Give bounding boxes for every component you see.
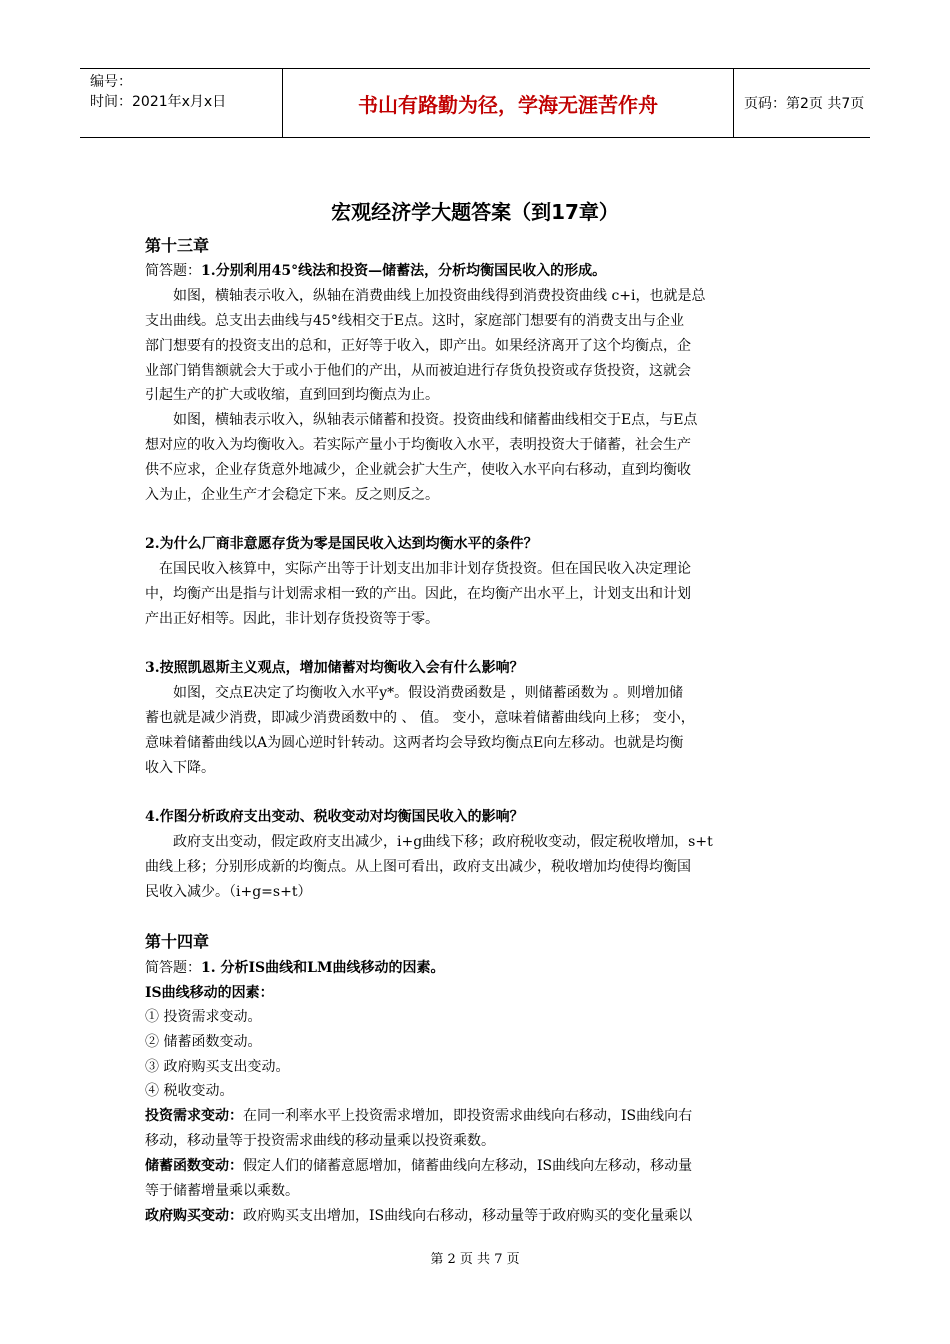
term-label: 政府购买变动：: [145, 1208, 243, 1224]
term-label: 投资需求变动：: [145, 1108, 243, 1124]
question-type-label: 简答题：: [145, 960, 201, 976]
paragraph-line: 投资需求变动：在同一利率水平上投资需求增加，即投资需求曲线向右移动，IS曲线向右: [145, 1108, 693, 1124]
doc-number-label: 编号：: [90, 74, 132, 90]
paragraph-line: 移动，移动量等于投资需求曲线的移动量乘以投资乘数。: [145, 1133, 495, 1149]
question-heading: 4.作图分析政府支出变动、税收变动对均衡国民收入的影响？: [145, 809, 524, 825]
header-motto: 书山有路勤为径，学海无涯苦作舟: [283, 69, 734, 137]
paragraph-line: 产出正好相等。因此，非计划存货投资等于零。: [145, 611, 439, 627]
question-heading: 3.按照凯恩斯主义观点，增加储蓄对均衡收入会有什么影响？: [145, 660, 524, 676]
paragraph-line: 政府购买变动：政府购买支出增加，IS曲线向右移动，移动量等于政府购买的变化量乘以: [145, 1208, 693, 1224]
paragraph-line: 中，均衡产出是指与计划需求相一致的产出。因此，在均衡产出水平上，计划支出和计划: [145, 586, 691, 602]
page-header: [80, 68, 870, 138]
paragraph-line: 政府支出变动，假定政府支出减少，i+g曲线下移；政府税收变动，假定税收增加，s+t: [145, 834, 713, 850]
chapter-heading-14: 第十四章: [145, 932, 210, 951]
paragraph-line: 支出曲线。总支出去曲线与45°线相交于E点。这时，家庭部门想要有的消费支出与企业: [145, 313, 685, 329]
term-label: 储蓄函数变动：: [145, 1158, 243, 1174]
document-title: 宏观经济学大题答案（到17章）: [331, 200, 619, 224]
paragraph-line: 民收入减少。（i+g=s+t）: [145, 884, 312, 900]
paragraph-line: 想对应的收入为均衡收入。若实际产量小于均衡收入水平，表明投资大于储蓄，社会生产: [145, 437, 691, 453]
doc-time-label: 时间：2021年x月x日: [90, 94, 227, 110]
paragraph-line: 业部门销售额就会大于或小于他们的产出，从而被迫进行存货负投资或存货投资，这就会: [145, 363, 691, 379]
paragraph-line: 入为止，企业生产才会稳定下来。反之则反之。: [145, 487, 439, 503]
paragraph-line: 如图，交点E决定了均衡收入水平y*。假设消费函数是 ，则储蓄函数为 。则增加储: [145, 685, 684, 701]
question-heading: 简答题：1. 分析IS曲线和LM曲线移动的因素。: [145, 960, 445, 976]
paragraph-line: 储蓄函数变动：假定人们的储蓄意愿增加，储蓄曲线向左移动，IS曲线向左移动，移动量: [145, 1158, 693, 1174]
list-item: ③ 政府购买支出变动。: [145, 1059, 290, 1075]
page-footer: 第 2 页 共 7 页: [430, 1252, 520, 1267]
paragraph-line: 在国民收入核算中，实际产出等于计划支出加非计划存货投资。但在国民收入决定理论: [145, 561, 691, 577]
list-item: ① 投资需求变动。: [145, 1009, 262, 1025]
paragraph-line: 收入下降。: [145, 760, 215, 776]
paragraph-line: 如图，横轴表示收入，纵轴在消费曲线上加投资曲线得到消费投资曲线 c+i，也就是总: [145, 288, 706, 304]
question-heading: 简答题：1.分别利用45°线法和投资—储蓄法，分析均衡国民收入的形成。: [145, 263, 607, 279]
header-meta: [80, 69, 283, 137]
paragraph-line: 曲线上移；分别形成新的均衡点。从上图可看出，政府支出减少，税收增加均使得均衡国: [145, 859, 691, 875]
list-item: ④ 税收变动。: [145, 1083, 234, 1099]
subheading: IS曲线移动的因素：: [145, 985, 274, 1001]
paragraph-line: 供不应求，企业存货意外地减少，企业就会扩大生产，使收入水平向右移动，直到均衡收: [145, 462, 691, 478]
chapter-heading-13: 第十三章: [145, 236, 210, 255]
header-page-number: 页码：第2页 共7页: [744, 96, 865, 112]
paragraph-line: 等于储蓄增量乘以乘数。: [145, 1183, 299, 1199]
paragraph-line: 如图，横轴表示收入，纵轴表示储蓄和投资。投资曲线和储蓄曲线相交于E点，与E点: [145, 412, 698, 428]
paragraph-line: 引起生产的扩大或收缩，直到回到均衡点为止。: [145, 387, 439, 403]
paragraph-line: 部门想要有的投资支出的总和，正好等于收入，即产出。如果经济离开了这个均衡点，企: [145, 338, 691, 354]
question-type-label: 简答题：: [145, 263, 201, 279]
list-item: ② 储蓄函数变动。: [145, 1034, 262, 1050]
paragraph-line: 意味着储蓄曲线以A为圆心逆时针转动。这两者均会导致均衡点E向左移动。也就是均衡: [145, 735, 684, 751]
paragraph-line: 蓄也就是减少消费，即减少消费函数中的 、 值。 变小，意味着储蓄曲线向上移； 变小，: [145, 710, 695, 726]
question-heading: 2.为什么厂商非意愿存货为零是国民收入达到均衡水平的条件？: [145, 536, 538, 552]
